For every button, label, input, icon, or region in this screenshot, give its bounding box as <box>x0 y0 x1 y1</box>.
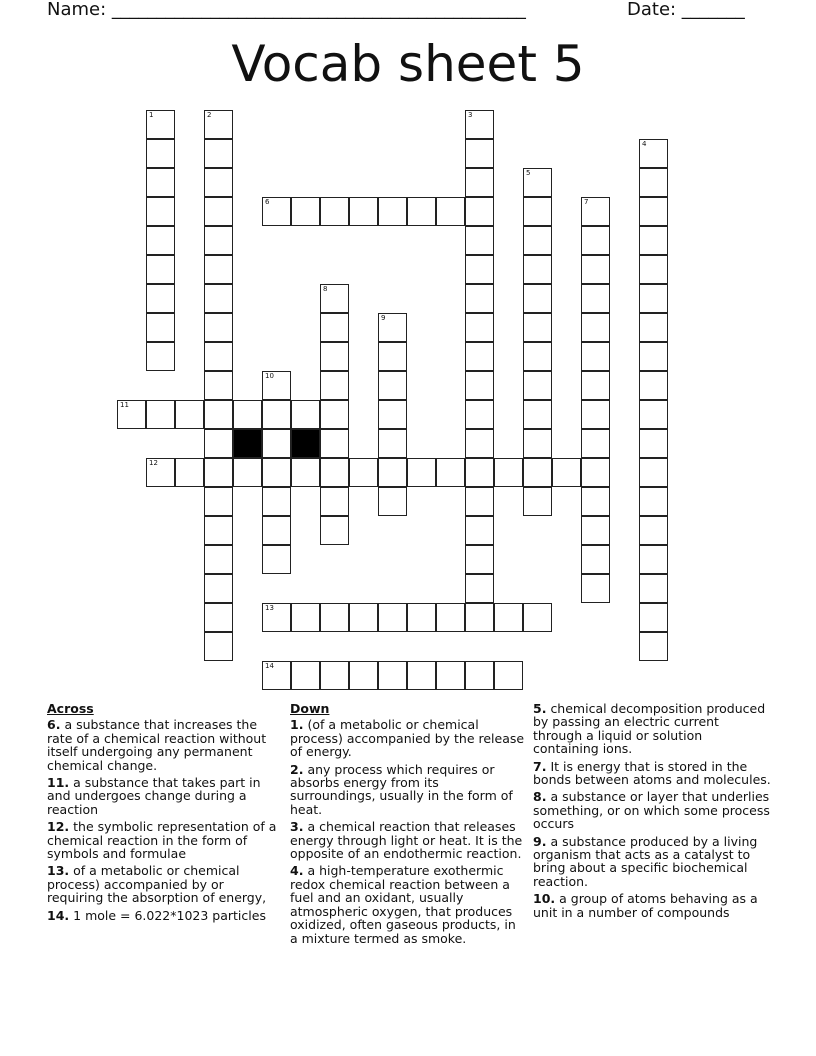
grid-cell[interactable] <box>523 226 552 255</box>
grid-cell[interactable] <box>465 168 494 197</box>
clue-down-1: 1. (of a metabolic or chemical process) accompanied by the release of energy. <box>290 717 525 760</box>
clue-number: 9 <box>381 314 386 322</box>
grid-cell[interactable] <box>291 603 320 632</box>
grid-cell[interactable] <box>465 371 494 400</box>
clue-number: 4 <box>642 140 647 148</box>
grid-cell[interactable] <box>291 197 320 226</box>
grid-cell[interactable] <box>146 284 175 313</box>
grid-cell[interactable] <box>581 429 610 458</box>
grid-cell[interactable] <box>320 429 349 458</box>
clue-number: 13 <box>265 604 274 612</box>
grid-cell[interactable] <box>146 139 175 168</box>
grid-cell[interactable] <box>436 458 465 487</box>
grid-cell[interactable] <box>465 458 494 487</box>
grid-cell[interactable] <box>378 400 407 429</box>
clue-number: 11 <box>120 401 129 409</box>
grid-cell[interactable] <box>146 400 175 429</box>
grid-cell[interactable] <box>262 429 291 458</box>
grid-cell[interactable] <box>639 458 668 487</box>
grid-cell[interactable] <box>262 371 291 400</box>
grid-cell[interactable] <box>262 400 291 429</box>
grid-cell[interactable] <box>320 342 349 371</box>
grid-cell[interactable] <box>146 342 175 371</box>
grid-cell[interactable] <box>494 458 523 487</box>
clue-number: 14 <box>265 662 274 670</box>
grid-cell[interactable] <box>581 313 610 342</box>
grid-cell[interactable] <box>639 400 668 429</box>
grid-cell[interactable] <box>320 284 349 313</box>
grid-cell[interactable] <box>349 197 378 226</box>
grid-cell[interactable] <box>465 400 494 429</box>
clue-down-8: 8. a substance or layer that underlies something, or on which some process occurs <box>533 789 770 832</box>
clue-down-9: 9. a substance produced by a living organism that acts as a catalyst to bring about a specific biochemical reaction. <box>533 833 758 889</box>
grid-cell[interactable] <box>378 313 407 342</box>
grid-cell[interactable] <box>146 313 175 342</box>
grid-cell[interactable] <box>262 545 291 574</box>
clue-across-14: 14. 1 mole = 6.022*1023 particles <box>47 907 266 923</box>
grid-cell[interactable] <box>378 661 407 690</box>
grid-cell[interactable] <box>407 458 436 487</box>
clue-down-5: 5. chemical decomposition produced by passing an electric current through a liquid or solution containing ions. <box>533 701 766 757</box>
grid-cell[interactable] <box>465 342 494 371</box>
grid-cell[interactable] <box>204 371 233 400</box>
grid-cell[interactable] <box>204 342 233 371</box>
grid-cell[interactable] <box>146 226 175 255</box>
grid-cell[interactable] <box>436 197 465 226</box>
clue-number: 2 <box>207 111 212 119</box>
grid-cell[interactable] <box>146 197 175 226</box>
grid-cell[interactable] <box>639 371 668 400</box>
grid-cell[interactable] <box>320 487 349 516</box>
grid-cell[interactable] <box>639 284 668 313</box>
grid-cell[interactable] <box>465 574 494 603</box>
grid-cell[interactable] <box>204 574 233 603</box>
grid-cell[interactable] <box>262 458 291 487</box>
grid-cell[interactable] <box>204 226 233 255</box>
grid-cell[interactable] <box>378 342 407 371</box>
grid-cell[interactable] <box>146 110 175 139</box>
grid-cell[interactable] <box>349 603 378 632</box>
grid-cell[interactable] <box>465 255 494 284</box>
grid-cell[interactable] <box>639 342 668 371</box>
across-clues <box>47 702 283 926</box>
grid-cell[interactable] <box>204 400 233 429</box>
grid-cell[interactable] <box>262 197 291 226</box>
grid-cell[interactable] <box>581 226 610 255</box>
grid-cell[interactable] <box>407 197 436 226</box>
grid-cell[interactable] <box>523 284 552 313</box>
clue-across-11: 11. a substance that takes part in and undergoes change during a reaction <box>47 775 261 817</box>
grid-cell[interactable] <box>320 661 349 690</box>
black-cell <box>291 429 320 458</box>
grid-cell[interactable] <box>378 603 407 632</box>
grid-cell[interactable] <box>639 197 668 226</box>
grid-cell[interactable] <box>465 545 494 574</box>
grid-cell[interactable] <box>204 255 233 284</box>
grid-cell[interactable] <box>523 197 552 226</box>
grid-cell[interactable] <box>262 603 291 632</box>
grid-cell[interactable] <box>320 313 349 342</box>
grid-cell[interactable] <box>523 255 552 284</box>
grid-cell[interactable] <box>581 284 610 313</box>
grid-cell[interactable] <box>204 284 233 313</box>
clue-down-4: 4. a high-temperature exothermic redox chemical reaction between a fuel and an oxidant, usually atmospheric oxygen, that produces oxidized, often gaseous products, in a mixture termed as smoke. <box>290 863 516 946</box>
grid-cell[interactable] <box>465 197 494 226</box>
grid-cell[interactable] <box>291 661 320 690</box>
grid-cell[interactable] <box>523 603 552 632</box>
grid-cell[interactable] <box>465 110 494 139</box>
grid-cell[interactable] <box>407 603 436 632</box>
grid-cell[interactable] <box>523 429 552 458</box>
clue-down-3: 3. a chemical reaction that releases energy through light or heat. It is the opposite of an endothermic reaction. <box>290 819 523 862</box>
grid-cell[interactable] <box>639 574 668 603</box>
grid-cell[interactable] <box>523 400 552 429</box>
grid-cell[interactable] <box>465 429 494 458</box>
grid-cell[interactable] <box>639 226 668 255</box>
clue-across-6: 6. a substance that increases the rate of a chemical reaction without itself undergoing any permanent chemical change. <box>47 717 267 773</box>
grid-cell[interactable] <box>639 487 668 516</box>
grid-cell[interactable] <box>639 139 668 168</box>
grid-cell[interactable] <box>523 371 552 400</box>
grid-cell[interactable] <box>581 197 610 226</box>
grid-cell[interactable] <box>204 313 233 342</box>
grid-cell[interactable] <box>262 487 291 516</box>
clue-number: 12 <box>149 459 158 467</box>
grid-cell[interactable] <box>262 661 291 690</box>
grid-cell[interactable] <box>465 487 494 516</box>
grid-cell[interactable] <box>233 458 262 487</box>
grid-cell[interactable] <box>639 168 668 197</box>
grid-cell[interactable] <box>349 458 378 487</box>
grid-cell[interactable] <box>639 429 668 458</box>
grid-cell[interactable] <box>465 603 494 632</box>
grid-cell[interactable] <box>320 197 349 226</box>
across-heading: Across <box>47 701 94 716</box>
grid-cell[interactable] <box>378 429 407 458</box>
down-clues <box>290 702 526 949</box>
grid-cell[interactable] <box>465 516 494 545</box>
grid-cell[interactable] <box>639 516 668 545</box>
grid-cell[interactable] <box>204 110 233 139</box>
grid-cell[interactable] <box>320 603 349 632</box>
clue-number: 6 <box>265 198 270 206</box>
grid-cell[interactable] <box>581 371 610 400</box>
clue-down-2: 2. any process which requires or absorbs energy from its surroundings, usually in the form of heat. <box>290 761 513 817</box>
grid-cell[interactable] <box>204 197 233 226</box>
name-field[interactable]: Name: ______________________________________________ <box>47 0 526 20</box>
grid-cell[interactable] <box>581 574 610 603</box>
grid-cell[interactable] <box>175 458 204 487</box>
grid-cell[interactable] <box>581 545 610 574</box>
grid-cell[interactable] <box>465 139 494 168</box>
clue-across-13: 13. of a metabolic or chemical process) accompanied by or requiring the absorption of energy, <box>47 863 267 906</box>
grid-cell[interactable] <box>378 371 407 400</box>
clue-down-7: 7. It is energy that is stored in the bonds between atoms and molecules. <box>533 758 771 788</box>
grid-cell[interactable] <box>465 226 494 255</box>
grid-cell[interactable] <box>378 458 407 487</box>
grid-cell[interactable] <box>204 168 233 197</box>
grid-cell[interactable] <box>639 545 668 574</box>
grid-cell[interactable] <box>639 255 668 284</box>
grid-cell[interactable] <box>378 197 407 226</box>
grid-cell[interactable] <box>175 400 204 429</box>
grid-cell[interactable] <box>552 458 581 487</box>
grid-cell[interactable] <box>204 545 233 574</box>
grid-cell[interactable] <box>465 313 494 342</box>
grid-cell[interactable] <box>204 632 233 661</box>
grid-cell[interactable] <box>146 458 175 487</box>
clue-across-12: 12. the symbolic representation of a chemical reaction in the form of symbols and formulae <box>47 819 277 862</box>
grid-cell[interactable] <box>436 603 465 632</box>
grid-cell[interactable] <box>204 458 233 487</box>
grid-cell[interactable] <box>378 487 407 516</box>
grid-cell[interactable] <box>146 168 175 197</box>
grid-cell[interactable] <box>581 487 610 516</box>
grid-cell[interactable] <box>465 661 494 690</box>
grid-cell[interactable] <box>581 516 610 545</box>
grid-cell[interactable] <box>320 458 349 487</box>
clue-number: 3 <box>468 111 473 119</box>
grid-cell[interactable] <box>320 371 349 400</box>
grid-cell[interactable] <box>639 313 668 342</box>
grid-cell[interactable] <box>581 458 610 487</box>
grid-cell[interactable] <box>523 458 552 487</box>
grid-cell[interactable] <box>204 487 233 516</box>
grid-cell[interactable] <box>639 603 668 632</box>
clue-number: 10 <box>265 372 274 380</box>
clue-number: 5 <box>526 169 531 177</box>
grid-cell[interactable] <box>320 400 349 429</box>
grid-cell[interactable] <box>523 313 552 342</box>
grid-cell[interactable] <box>639 632 668 661</box>
page-title: Vocab sheet 5 <box>231 35 585 93</box>
grid-cell[interactable] <box>204 516 233 545</box>
grid-cell[interactable] <box>494 661 523 690</box>
grid-cell[interactable] <box>581 255 610 284</box>
down-clues-continued <box>533 702 771 923</box>
clue-down-10: 10. a group of atoms behaving as a unit in a number of compounds <box>533 891 758 920</box>
grid-cell[interactable] <box>581 342 610 371</box>
black-cell <box>233 429 262 458</box>
down-heading: Down <box>290 701 330 716</box>
grid-cell[interactable] <box>204 603 233 632</box>
grid-cell[interactable] <box>523 342 552 371</box>
clue-number: 8 <box>323 285 328 293</box>
grid-cell[interactable] <box>204 429 233 458</box>
grid-cell[interactable] <box>407 661 436 690</box>
clue-number: 7 <box>584 198 589 206</box>
grid-cell[interactable] <box>262 516 291 545</box>
grid-cell[interactable] <box>291 458 320 487</box>
grid-cell[interactable] <box>320 516 349 545</box>
grid-cell[interactable] <box>465 284 494 313</box>
clue-number: 1 <box>149 111 154 119</box>
grid-cell[interactable] <box>291 400 320 429</box>
grid-cell[interactable] <box>117 400 146 429</box>
grid-cell[interactable] <box>523 168 552 197</box>
grid-cell[interactable] <box>204 139 233 168</box>
grid-cell[interactable] <box>349 661 378 690</box>
grid-cell[interactable] <box>494 603 523 632</box>
grid-cell[interactable] <box>436 661 465 690</box>
grid-cell[interactable] <box>233 400 262 429</box>
grid-cell[interactable] <box>146 255 175 284</box>
grid-cell[interactable] <box>581 400 610 429</box>
grid-cell[interactable] <box>523 487 552 516</box>
date-field[interactable]: Date: _______ <box>627 0 745 20</box>
